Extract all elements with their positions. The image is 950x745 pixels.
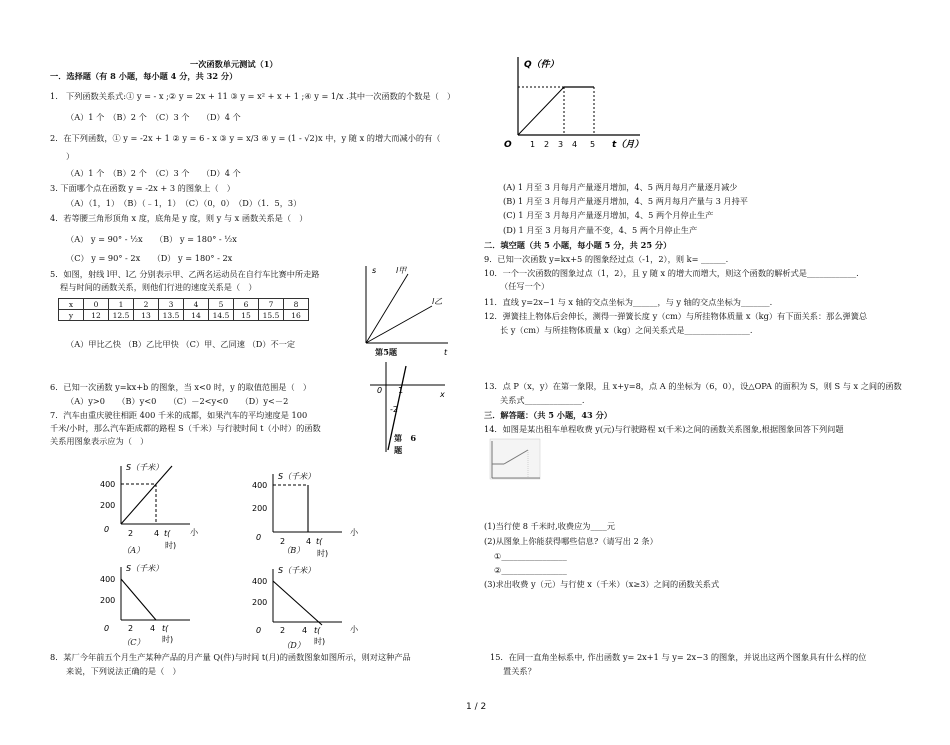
t-unit: 时) — [162, 635, 174, 644]
fig5-line1-label: l甲 — [396, 266, 407, 275]
tick-4: 4 — [154, 529, 160, 538]
fig8-tick-5: 5 — [590, 140, 596, 149]
q9: 9．已知一次函数 y=kx+5 的图象经过点（-1，2），则 k= ______. — [484, 254, 729, 264]
table-cell: 15.5 — [259, 310, 284, 321]
tick-200: 200 — [100, 596, 116, 605]
fig8-q-label: Q（件） — [524, 60, 559, 70]
fig8-origin: O — [504, 140, 512, 150]
origin: 0 — [104, 525, 110, 534]
table-cell: 13.5 — [159, 310, 184, 321]
table-cell: x — [59, 299, 84, 310]
q12-line1: 12．弹簧挂上物体后会伸长，测得一弹簧长度 y（cm）与所挂物体质量 x（kg）有下面关系：那么弹簧总 — [484, 311, 868, 321]
table-cell: 14 — [184, 310, 209, 321]
q14-blank1: ①________________ — [494, 551, 567, 561]
fig8-tick-3: 3 — [558, 140, 564, 149]
s-label: S（千米） — [126, 564, 164, 573]
q8-option-a: (A) 1 月至 3 月每月产量逐月增加，4、5 两月每月产量逐月减少 — [503, 182, 738, 192]
table-cell: 4 — [184, 299, 209, 310]
tick-2: 2 — [280, 626, 286, 635]
tick-200: 200 — [252, 504, 268, 513]
t-unit: 时) — [314, 637, 326, 646]
tick-2: 2 — [128, 529, 134, 538]
q7-line2: 千米/小时，那么汽车距成都的路程 S（千米）与行驶时间 t（小时）的函数 — [50, 423, 321, 433]
table-cell: 12 — [84, 310, 109, 321]
t-unit: 时) — [165, 541, 177, 550]
q7d-caption: （D） — [282, 640, 305, 650]
fig5-caption: 第5题 — [375, 347, 398, 357]
fig6-origin: 0 — [377, 386, 383, 395]
fig6-caption1: 第 6 — [394, 433, 417, 443]
q7-graph-a — [100, 462, 205, 554]
origin: 0 — [256, 626, 262, 635]
q2-options: （A）1 个 （B）2 个 （C）3 个 （D）4 个 — [66, 168, 241, 178]
q3-options: （A）（1，1） （B）（﹣1，1） （C）（0，0） （D）（1．5，3） — [66, 198, 302, 208]
q5-line2: 程与时间的函数关系，则他们行进的速度关系是（ ） — [60, 282, 257, 292]
table-cell: y — [59, 310, 84, 321]
q7-graph-d — [252, 566, 357, 647]
t-label: t( — [314, 626, 321, 635]
q15-line2: 置关系？ — [503, 666, 536, 676]
section-answer-heading: 三．解答题：（共 5 小题，43 分） — [484, 410, 612, 420]
page-title: 一次函数单元测试（1） — [190, 59, 278, 69]
q7-graph-c — [100, 564, 205, 645]
table-cell: 1 — [109, 299, 134, 310]
q6-stem: 6．已知一次函数 y=kx+b 的图象，当 x<0 时，y 的取值范围是（ ） — [50, 382, 312, 392]
q8-line2: 来说，下列说法正确的是（ ） — [66, 666, 181, 676]
tick-400: 400 — [100, 480, 116, 489]
t-label: t( — [316, 537, 323, 546]
fig5-graph — [360, 258, 460, 358]
tick-200: 200 — [100, 501, 116, 510]
q5-options: （A）甲比乙快 （B）乙比甲快 （C）甲、乙同速 （D）不一定 — [66, 339, 296, 349]
table-cell: 7 — [259, 299, 284, 310]
q13-line1: 13．点 P（x，y）在第一象限，且 x+y=8，点 A 的坐标为（6，0），设△OPA 的面积为 S，则 S 与 x 之间的函数 — [484, 381, 902, 391]
fig6-x-label: x — [440, 390, 445, 399]
q4-options-cd: （C） y = 90° - 2x （D） y = 180° - 2x — [66, 253, 233, 263]
table-cell: 3 — [159, 299, 184, 310]
q2-stem-cont: ） — [66, 151, 75, 161]
table-row-x — [59, 299, 309, 310]
q14-line1: 14．如图是某出租车单程收费 y(元)与行驶路程 x(千米)之间的函数关系图象,根据图象回答下列问题 — [484, 424, 844, 434]
q13-line2: 关系式______________. — [500, 395, 585, 405]
q7b-caption: （B） — [282, 545, 305, 555]
tick-4: 4 — [302, 626, 308, 635]
fig5-t-label: t — [444, 348, 448, 357]
table-row-y — [59, 310, 309, 321]
tick-400: 400 — [252, 481, 268, 490]
table-cell: 5 — [209, 299, 234, 310]
q1-stem: 1. 下列函数关系式:① y = - x ;② y = 2x + 11 ③ y = x² + x + 1 ;④ y = 1/x .其中一次函数的个数是（ ） — [50, 91, 456, 101]
table-cell: 13 — [134, 310, 159, 321]
q7d-unit: 小 — [350, 624, 359, 634]
table-cell: 6 — [234, 299, 259, 310]
t-unit: 时) — [317, 549, 329, 558]
section-fill-heading: 二．填空题（共 5 小题，每小题 5 分，共 25 分） — [484, 240, 672, 250]
fig6-tick-1: 1 — [398, 386, 404, 395]
fig6-tick-m2: -2 — [390, 405, 398, 414]
table-cell: 12.5 — [109, 310, 134, 321]
q7c-caption: （C） — [122, 637, 145, 647]
speed-table — [58, 298, 309, 321]
table-cell: 2 — [134, 299, 159, 310]
q14-part1: (1)当行使 8 千米时,收费应为____元 — [484, 521, 616, 531]
fig8-graph — [500, 55, 660, 155]
q2-stem: 2．在下列函数，① y = -2x + 1 ② y = 6 - x ③ y = x/3 ④ y = (1 - √2)x 中，y 随 x 的增大而减小的有（ — [50, 133, 441, 143]
q11: 11．直线 y=2x−1 与 x 轴的交点坐标为______，与 y 轴的交点坐标为_______. — [484, 297, 773, 307]
q8-option-b: (B) 1 月至 3 月每月产量逐月增加，4、5 两月每月产量与 3 月持平 — [503, 196, 748, 206]
q7b-unit: 小 — [350, 527, 359, 537]
q7-line1: 7．汽车由重庆驶往相距 400 千米的成都，如果汽车的平均速度是 100 — [50, 410, 308, 420]
fig8-tick-4: 4 — [572, 140, 578, 149]
t-label: t( — [162, 624, 169, 633]
tick-400: 400 — [100, 575, 116, 584]
q4-options-ab: （A） y = 90° - ½x （B） y = 180° - ½x — [66, 234, 237, 244]
origin: 0 — [104, 624, 110, 633]
q4-stem: 4．若等腰三角形顶角 x 度，底角是 y 度，则 y 与 x 函数关系是（ ） — [50, 213, 308, 223]
q8-option-d: (D) 1 月至 3 月每月产量不变，4、5 两个月停止生产 — [503, 225, 698, 235]
fig5-s-label: s — [372, 266, 377, 275]
tick-4: 4 — [306, 537, 312, 546]
tick-400: 400 — [252, 577, 268, 586]
table-cell: 15 — [234, 310, 259, 321]
fig8-t-label: t（月） — [612, 140, 644, 150]
q15-line1: 15．在同一直角坐标系中, 作出函数 y= 2x+1 与 y= 2x−3 的图象，并说出这两个图象具有什么样的位 — [490, 652, 867, 662]
q5-line1: 5．如图，射线 l甲、l乙 分别表示甲、乙两名运动员在自行车比赛中所走路 — [50, 269, 320, 279]
table-cell: 8 — [284, 299, 309, 310]
s-label: S（千米） — [278, 566, 316, 575]
table-cell: 14.5 — [209, 310, 234, 321]
q7a-caption: （A） — [122, 545, 145, 555]
table-cell: 16 — [284, 310, 309, 321]
q8-line1: 8．某厂今年前五个月生产某种产品的月产量 Q(件)与时间 t(月)的函数图象如图所示，则对这种产品 — [50, 652, 411, 662]
section-choice-heading: 一．选择题（有 8 小题，每小题 4 分，共 32 分） — [50, 71, 238, 81]
q14-fare-graph — [484, 438, 544, 486]
fig6-caption2: 题 — [394, 445, 403, 455]
q8-option-c: (C) 1 月至 3 月每月产量逐月增加，4、5 两个月停止生产 — [503, 210, 714, 220]
table-cell: 0 — [84, 299, 109, 310]
tick-2: 2 — [280, 537, 286, 546]
tick-200: 200 — [252, 598, 268, 607]
fig8-tick-1: 1 — [530, 140, 536, 149]
t-label: t( — [164, 529, 171, 538]
q10-line2: （任写一个） — [500, 281, 550, 291]
q14-part2: (2)从图象上你能获得哪些信息?（请写出 2 条） — [484, 536, 658, 546]
q14-blank2: ②________________ — [494, 565, 567, 575]
fig5-line2-label: l乙 — [432, 297, 443, 306]
origin: 0 — [256, 533, 262, 542]
q6-options: （A）y>0 （B）y<0 （C）－2<y<0 （D）y<－2 — [66, 396, 289, 406]
q7-graph-b — [252, 470, 357, 562]
q10-line1: 10．一个一次函数的图象过点（1，2），且 y 随 x 的增大而增大，则这个函数的解析式是____________. — [484, 268, 859, 278]
q7-line3: 关系用图象表示应为（ ） — [50, 436, 149, 446]
page-number: 1 / 2 — [466, 702, 487, 712]
q3-stem: 3. 下面哪个点在函数 y = -2x + 3 的图象上（ ） — [50, 183, 235, 193]
tick-2: 2 — [128, 624, 134, 633]
s-label: S（千米） — [278, 472, 316, 481]
q7a-unit: 小 — [190, 527, 199, 537]
tick-4: 4 — [150, 624, 156, 633]
s-label: S（千米） — [126, 463, 164, 472]
fig8-tick-2: 2 — [544, 140, 550, 149]
q14-part3: (3)求出收费 y（元）与行使 x（千米）（x≥3）之间的函数关系式 — [484, 579, 720, 589]
q12-line2: 长 y（cm）与所挂物体质量 x（kg）之间关系式是________________. — [500, 325, 753, 335]
q1-options: （A）1 个 （B）2 个 （C）3 个 （D）4 个 — [66, 112, 241, 122]
